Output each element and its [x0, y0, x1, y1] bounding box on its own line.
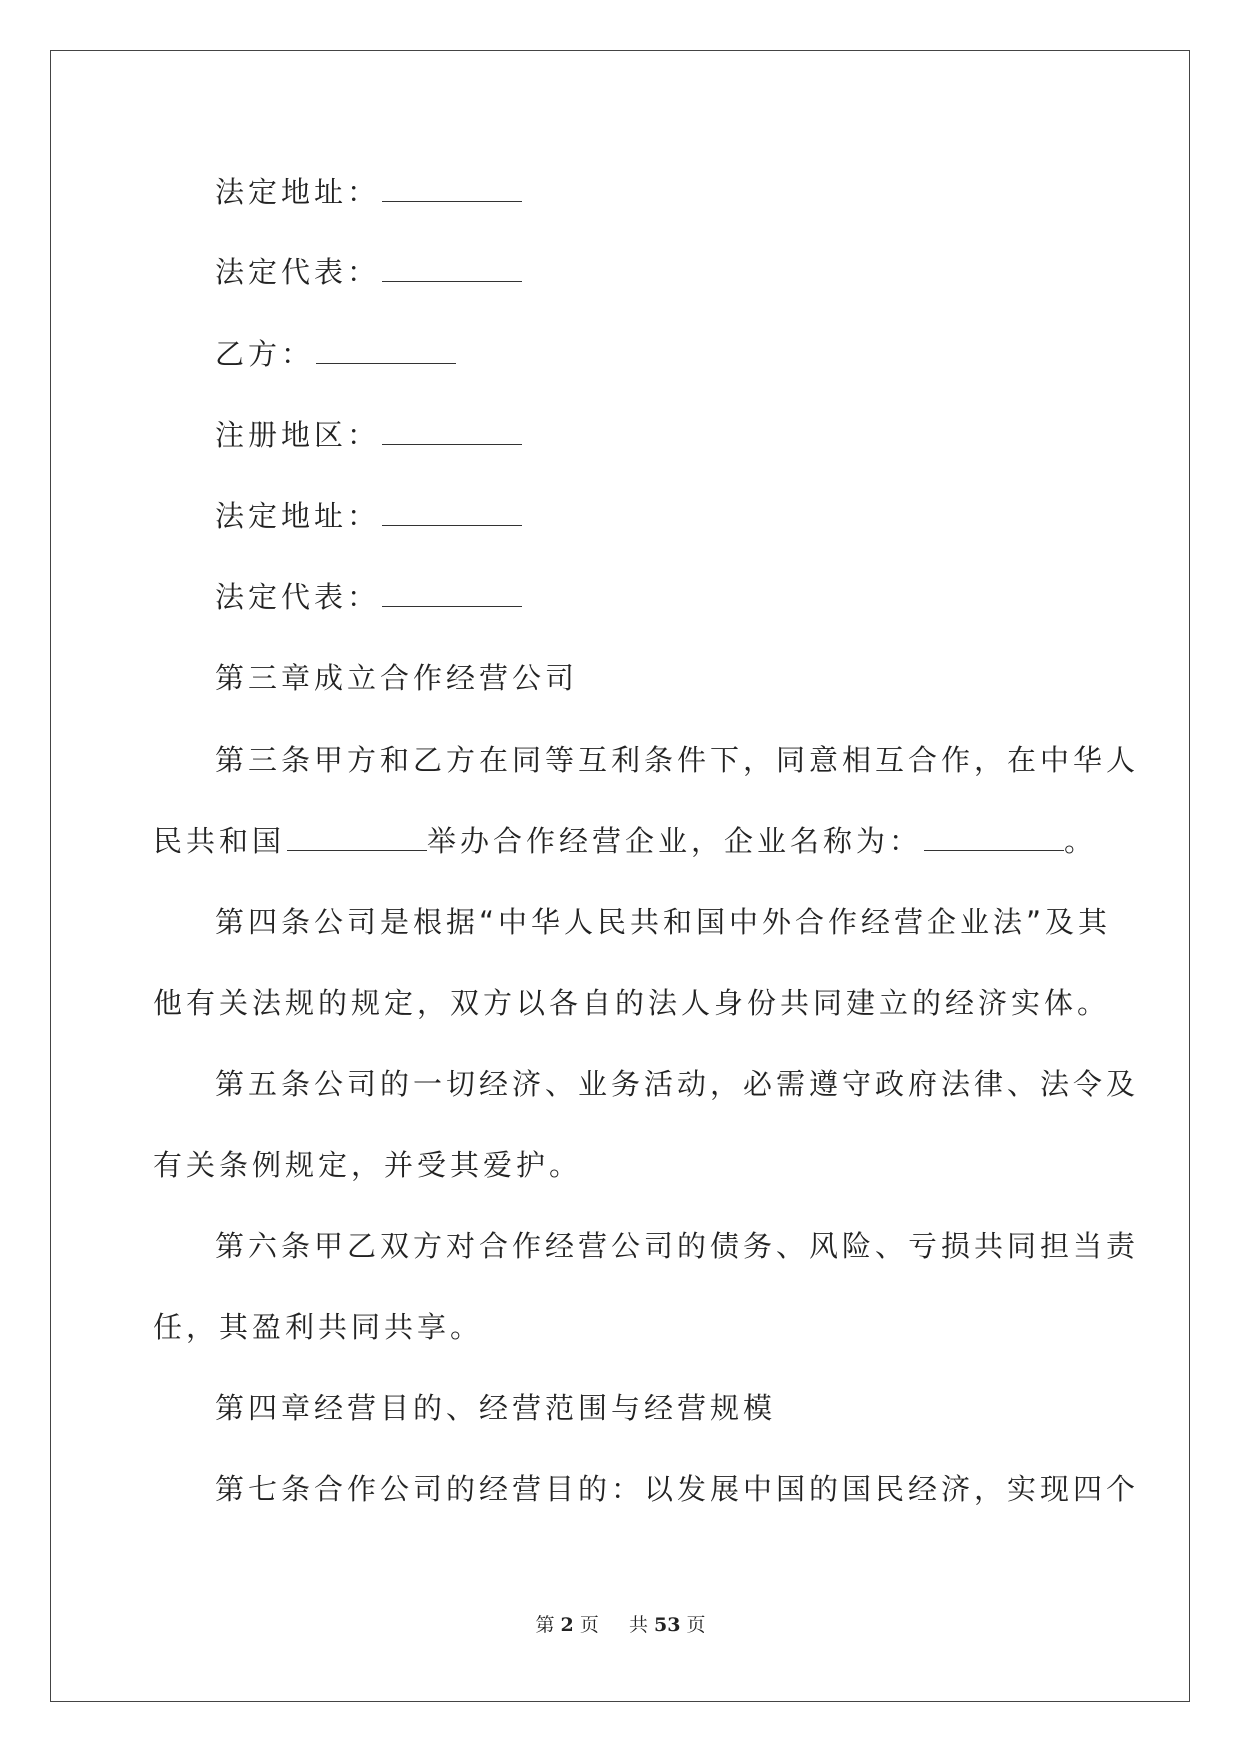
field-legal-rep-a	[215, 252, 522, 292]
field-label: 法定代表：	[215, 580, 381, 614]
text-segment: 举办合作经营企业，企业名称为：	[427, 824, 923, 858]
field-legal-rep-b	[215, 577, 522, 617]
article-3-line-1: 第三条甲方和乙方在同等互利条件下，同意相互合作，在中华人	[215, 743, 1140, 777]
total-prefix: 共	[628, 1614, 648, 1636]
field-registered-region	[215, 415, 522, 455]
total-suffix: 页	[686, 1614, 706, 1636]
total-pages: 53	[654, 1614, 681, 1636]
article-5-line-1: 第五条公司的一切经济、业务活动，必需遵守政府法律、法令及	[215, 1067, 1140, 1101]
field-label: 乙方：	[215, 337, 315, 371]
page-border	[50, 50, 1190, 1702]
field-party-b	[215, 334, 456, 374]
page-footer	[0, 1610, 1241, 1637]
field-legal-address-b	[215, 496, 522, 536]
field-legal-address-a	[215, 172, 522, 212]
page-prefix: 第	[535, 1614, 555, 1636]
fill-in-blank	[316, 337, 456, 364]
article-6-line-2: 任，其盈利共同共享。	[153, 1310, 484, 1344]
fill-in-blank	[287, 824, 427, 851]
fill-in-blank	[382, 255, 522, 282]
article-6-line-1: 第六条甲乙双方对合作经营公司的债务、风险、亏损共同担当责	[215, 1229, 1140, 1263]
page-number: 2	[560, 1614, 574, 1636]
article-4-line-2: 他有关法规的规定，双方以各自的法人身份共同建立的经济实体。	[153, 986, 1111, 1020]
field-label: 注册地区：	[215, 418, 381, 452]
fill-in-blank	[382, 580, 522, 607]
field-label: 法定代表：	[215, 255, 381, 289]
field-label: 法定地址：	[215, 499, 381, 533]
fill-in-blank	[382, 499, 522, 526]
fill-in-blank	[382, 175, 522, 202]
fill-in-blank	[924, 824, 1064, 851]
page-suffix: 页	[579, 1614, 599, 1636]
chapter-3-heading: 第三章成立合作经营公司	[215, 661, 579, 695]
article-5-line-2: 有关条例规定，并受其爱护。	[153, 1148, 583, 1182]
article-3-line-2	[153, 821, 1097, 861]
article-7-line-1: 第七条合作公司的经营目的：以发展中国的国民经济，实现四个	[215, 1472, 1140, 1506]
text-segment: 。	[1064, 824, 1098, 858]
field-label: 法定地址：	[215, 175, 381, 209]
chapter-4-heading: 第四章经营目的、经营范围与经营规模	[215, 1391, 777, 1425]
fill-in-blank	[382, 418, 522, 445]
text-segment: 民共和国	[153, 824, 286, 858]
article-4-line-1: 第四条公司是根据“中华人民共和国中外合作经营企业法”及其	[215, 905, 1112, 939]
